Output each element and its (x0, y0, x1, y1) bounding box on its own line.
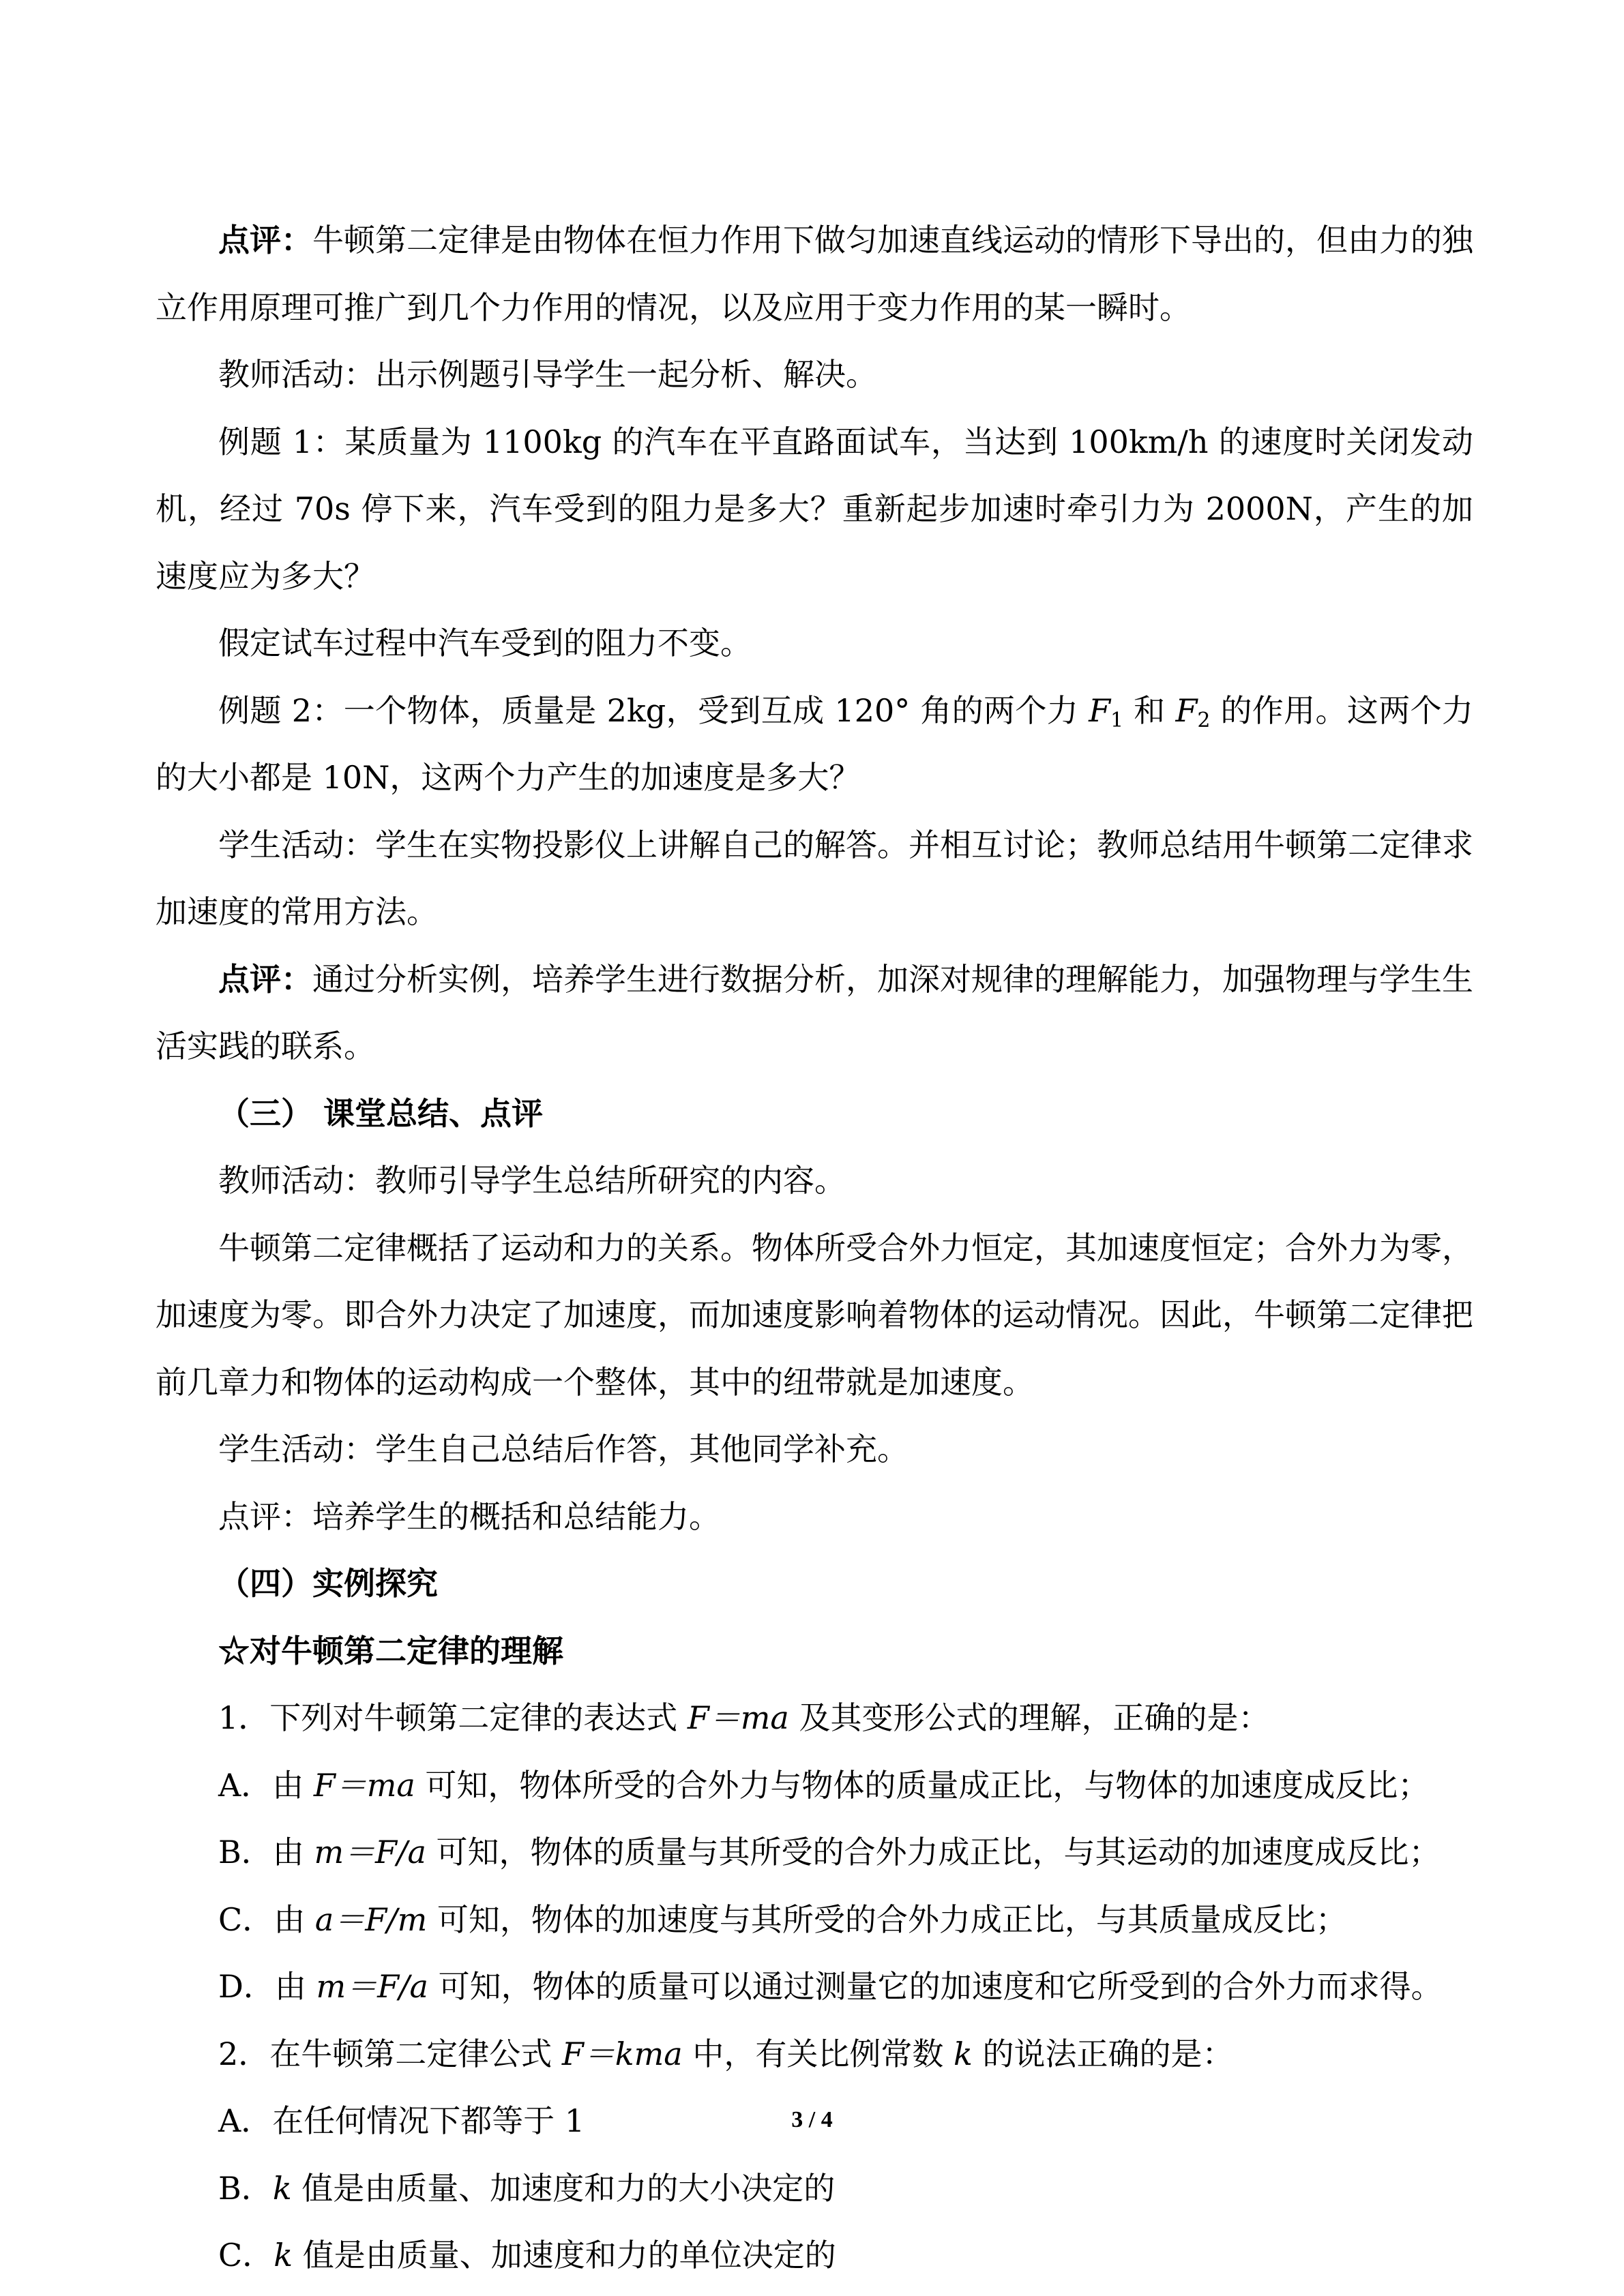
paragraph-teacher-activity: 教师活动：出示例题引导学生一起分析、解决。 (218, 356, 877, 393)
paragraph-comment-2 (156, 946, 1473, 1080)
example-2-text-b: 的作用。这两个力的大小都是 10N，这两个力产生的加速度是多大？ (156, 691, 1474, 796)
paragraph-comment-3: 点评：培养学生的概括和总结能力。 (218, 1497, 720, 1535)
question-1-stem: 1．下列对牛顿第二定律的表达式 F＝ma 及其变形公式的理解，正确的是： (218, 1699, 1270, 1736)
formula: m＝F/a (314, 1834, 426, 1870)
force-subscript-2: 2 (1197, 708, 1211, 732)
page-number: 3 / 4 (791, 2107, 833, 2132)
example-2-mid: 和 (1123, 691, 1176, 729)
paragraph-student-answer: 学生活动：学生自己总结后作答，其他同学补充。 (218, 1431, 909, 1467)
formula: F＝ma (313, 1766, 415, 1804)
comment-label: 点评： (218, 222, 312, 258)
paragraph-student-activity: 学生活动：学生在实物投影仪上讲解自己的解答。并相互讨论；教师总结用牛顿第二定律求加速度的常用方法。 (156, 826, 1473, 930)
paragraph-newton-summary: 牛顿第二定律概括了运动和力的关系。物体所受合外力恒定，其加速度恒定；合外力为零，加速度为零。即合外力决定了加速度，而加速度影响着物体的运动情况。因此，牛顿第二定律把前几章力和物体的运动构成一个整体，其中的纽带就是加速度。 (156, 1229, 1473, 1401)
paragraph-example-2 (156, 677, 1473, 811)
question-2-stem: 2．在牛顿第二定律公式 F＝kma 中，有关比例常数 k 的说法正确的是： (218, 2035, 1234, 2072)
paragraph-text: 牛顿第二定律是由物体在恒力作用下做匀加速直线运动的情形下导出的，但由力的独立作用原理可推广到几个力作用的情况，以及应用于变力作用的某一瞬时。 (156, 222, 1473, 326)
question-1-option-d: D．由 m＝F/a 可知，物体的质量可以通过测量它的加速度和它所受到的合外力而求得。 (218, 1968, 1443, 2005)
example-2-text-a: 例题 2：一个物体，质量是 2kg，受到互成 120° 角的两个力 (218, 691, 1089, 729)
question-1-option-b: B．由 m＝F/a 可知，物体的质量与其所受的合外力成正比，与其运动的加速度成反比； (218, 1834, 1441, 1870)
formula: a＝F/m (314, 1900, 428, 1938)
formula: F＝ma (687, 1699, 789, 1736)
constant-k: k (272, 2169, 292, 2207)
paragraph-comment-1 (156, 207, 1473, 341)
question-2-option-b: B．k 值是由质量、加速度和力的大小决定的 (218, 2169, 836, 2207)
paragraph-text: 通过分析实例，培养学生进行数据分析，加深对规律的理解能力，加强物理与学生生活实践的联系。 (156, 960, 1473, 1064)
formula: F＝kma (561, 2035, 683, 2072)
section-heading-examples: （四）实例探究 (218, 1565, 438, 1602)
question-2-option-a: A．在任何情况下都等于 1 (218, 2102, 585, 2139)
question-1-option-c: C．由 a＝F/m 可知，物体的加速度与其所受的合外力成正比，与其质量成反比； (218, 1900, 1347, 1938)
question-1-option-a: A．由 F＝ma 可知，物体所受的合外力与物体的质量成正比，与物体的加速度成反比； (218, 1766, 1430, 1804)
constant-k: k (953, 2035, 973, 2072)
comment-label: 点评： (218, 960, 312, 998)
paragraph-example-1: 例题 1：某质量为 1100kg 的汽车在平直路面试车，当达到 100km/h 的速度时关闭发动机，经过 70s 停下来，汽车受到的阻力是多大？重新起步加速时牵引力为 2000N，产生的加速度应为多大？ (156, 423, 1473, 595)
subsection-heading-understanding: ☆对牛顿第二定律的理解 (218, 1632, 563, 1669)
force-symbol: F (1089, 691, 1110, 729)
constant-k: k (274, 2237, 293, 2273)
paragraph-assumption: 假定试车过程中汽车受到的阻力不变。 (218, 625, 752, 661)
question-2-option-c: C．k 值是由质量、加速度和力的单位决定的 (218, 2237, 836, 2273)
force-subscript-1: 1 (1110, 708, 1124, 732)
force-symbol: F (1175, 691, 1198, 729)
paragraph-teacher-guide: 教师活动：教师引导学生总结所研究的内容。 (218, 1162, 846, 1199)
document-body (156, 207, 1473, 2289)
section-heading-summary: （三） 课堂总结、点评 (218, 1094, 544, 1132)
formula: m＝F/a (316, 1968, 428, 2005)
